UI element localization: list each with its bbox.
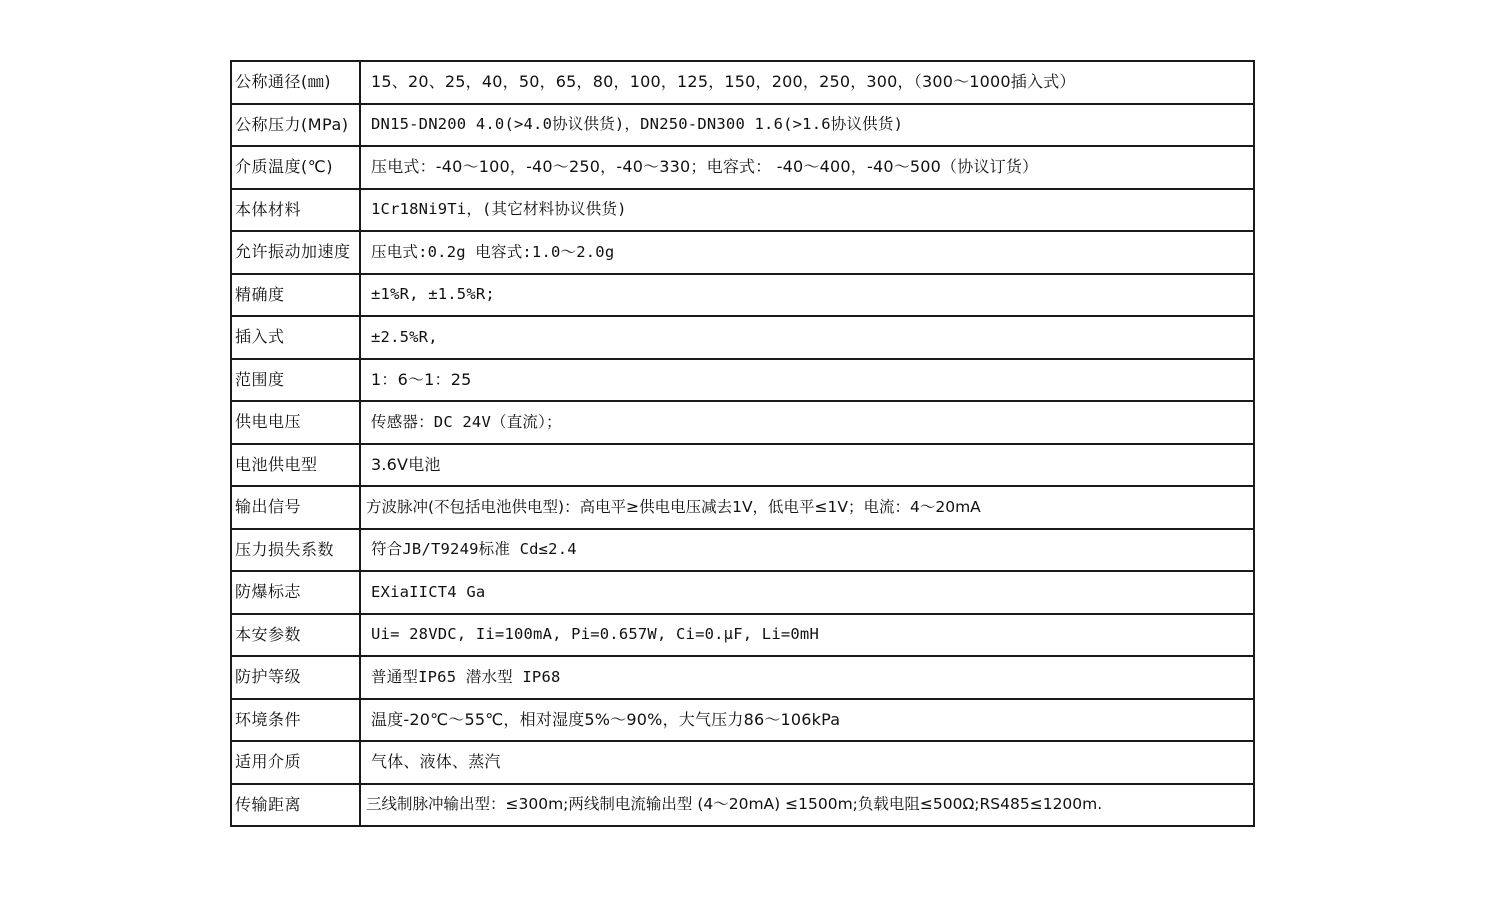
row-value: 1Cr18Ni9Ti，(其它材料协议供货) — [360, 189, 1254, 232]
table-row — [231, 656, 1254, 699]
table-row — [231, 104, 1254, 147]
row-label: 精确度 — [231, 274, 360, 317]
row-label: 介质温度(℃) — [231, 146, 360, 189]
spec-table — [230, 60, 1255, 827]
row-value: 3.6V电池 — [360, 444, 1254, 487]
table-row — [231, 274, 1254, 317]
row-label: 范围度 — [231, 359, 360, 402]
row-value: 传感器：DC 24V（直流）； — [360, 401, 1254, 444]
row-label: 供电电压 — [231, 401, 360, 444]
row-value: Ui= 28VDC, Ii=100mA, Pi=0.657W, Ci=0.μF, Li=0mH — [360, 614, 1254, 657]
row-value: 15、20、25，40，50，65，80，100，125，150，200，250，300，（300～1000插入式） — [360, 61, 1254, 104]
row-label: 公称压力(MPa) — [231, 104, 360, 147]
table-row — [231, 231, 1254, 274]
table-row — [231, 571, 1254, 614]
row-label: 压力损失系数 — [231, 529, 360, 572]
row-value: ±1%R, ±1.5%R; — [360, 274, 1254, 317]
row-value: EXiaIICT4 Ga — [360, 571, 1254, 614]
row-label: 电池供电型 — [231, 444, 360, 487]
row-label: 适用介质 — [231, 741, 360, 784]
row-label: 防爆标志 — [231, 571, 360, 614]
table-row — [231, 699, 1254, 742]
row-value: ±2.5%R, — [360, 316, 1254, 359]
row-value: 三线制脉冲输出型：≤300m;两线制电流输出型 (4～20mA) ≤1500m;负载电阻≤500Ω;RS485≤1200m. — [360, 784, 1254, 827]
row-value: 温度-20℃～55℃，相对湿度5%～90%，大气压力86～106kPa — [360, 699, 1254, 742]
row-label: 环境条件 — [231, 699, 360, 742]
table-row — [231, 614, 1254, 657]
table-row — [231, 359, 1254, 402]
row-value: 压电式：-40～100，-40～250，-40～330；电容式： -40～400，-40～500（协议订货） — [360, 146, 1254, 189]
row-label: 本安参数 — [231, 614, 360, 657]
row-label: 本体材料 — [231, 189, 360, 232]
table-row — [231, 61, 1254, 104]
row-label: 传输距离 — [231, 784, 360, 827]
row-value: 压电式:0.2g 电容式:1.0～2.0g — [360, 231, 1254, 274]
row-value: 1：6～1：25 — [360, 359, 1254, 402]
row-value: 方波脉冲(不包括电池供电型)：高电平≥供电电压减去1V，低电平≤1V；电流：4～20mA — [360, 486, 1254, 529]
table-row — [231, 316, 1254, 359]
row-value: 普通型IP65 潜水型 IP68 — [360, 656, 1254, 699]
row-value: DN15-DN200 4.0(>4.0协议供货)，DN250-DN300 1.6(>1.6协议供货) — [360, 104, 1254, 147]
row-label: 防护等级 — [231, 656, 360, 699]
table-row — [231, 741, 1254, 784]
row-label: 公称通径(㎜) — [231, 61, 360, 104]
table-row — [231, 529, 1254, 572]
row-label: 插入式 — [231, 316, 360, 359]
table-row — [231, 189, 1254, 232]
row-label: 输出信号 — [231, 486, 360, 529]
row-value: 符合JB/T9249标准 Cd≤2.4 — [360, 529, 1254, 572]
table-row — [231, 444, 1254, 487]
table-row — [231, 486, 1254, 529]
table-row — [231, 784, 1254, 827]
table-row — [231, 146, 1254, 189]
table-row — [231, 401, 1254, 444]
row-label: 允许振动加速度 — [231, 231, 360, 274]
row-value: 气体、液体、蒸汽 — [360, 741, 1254, 784]
